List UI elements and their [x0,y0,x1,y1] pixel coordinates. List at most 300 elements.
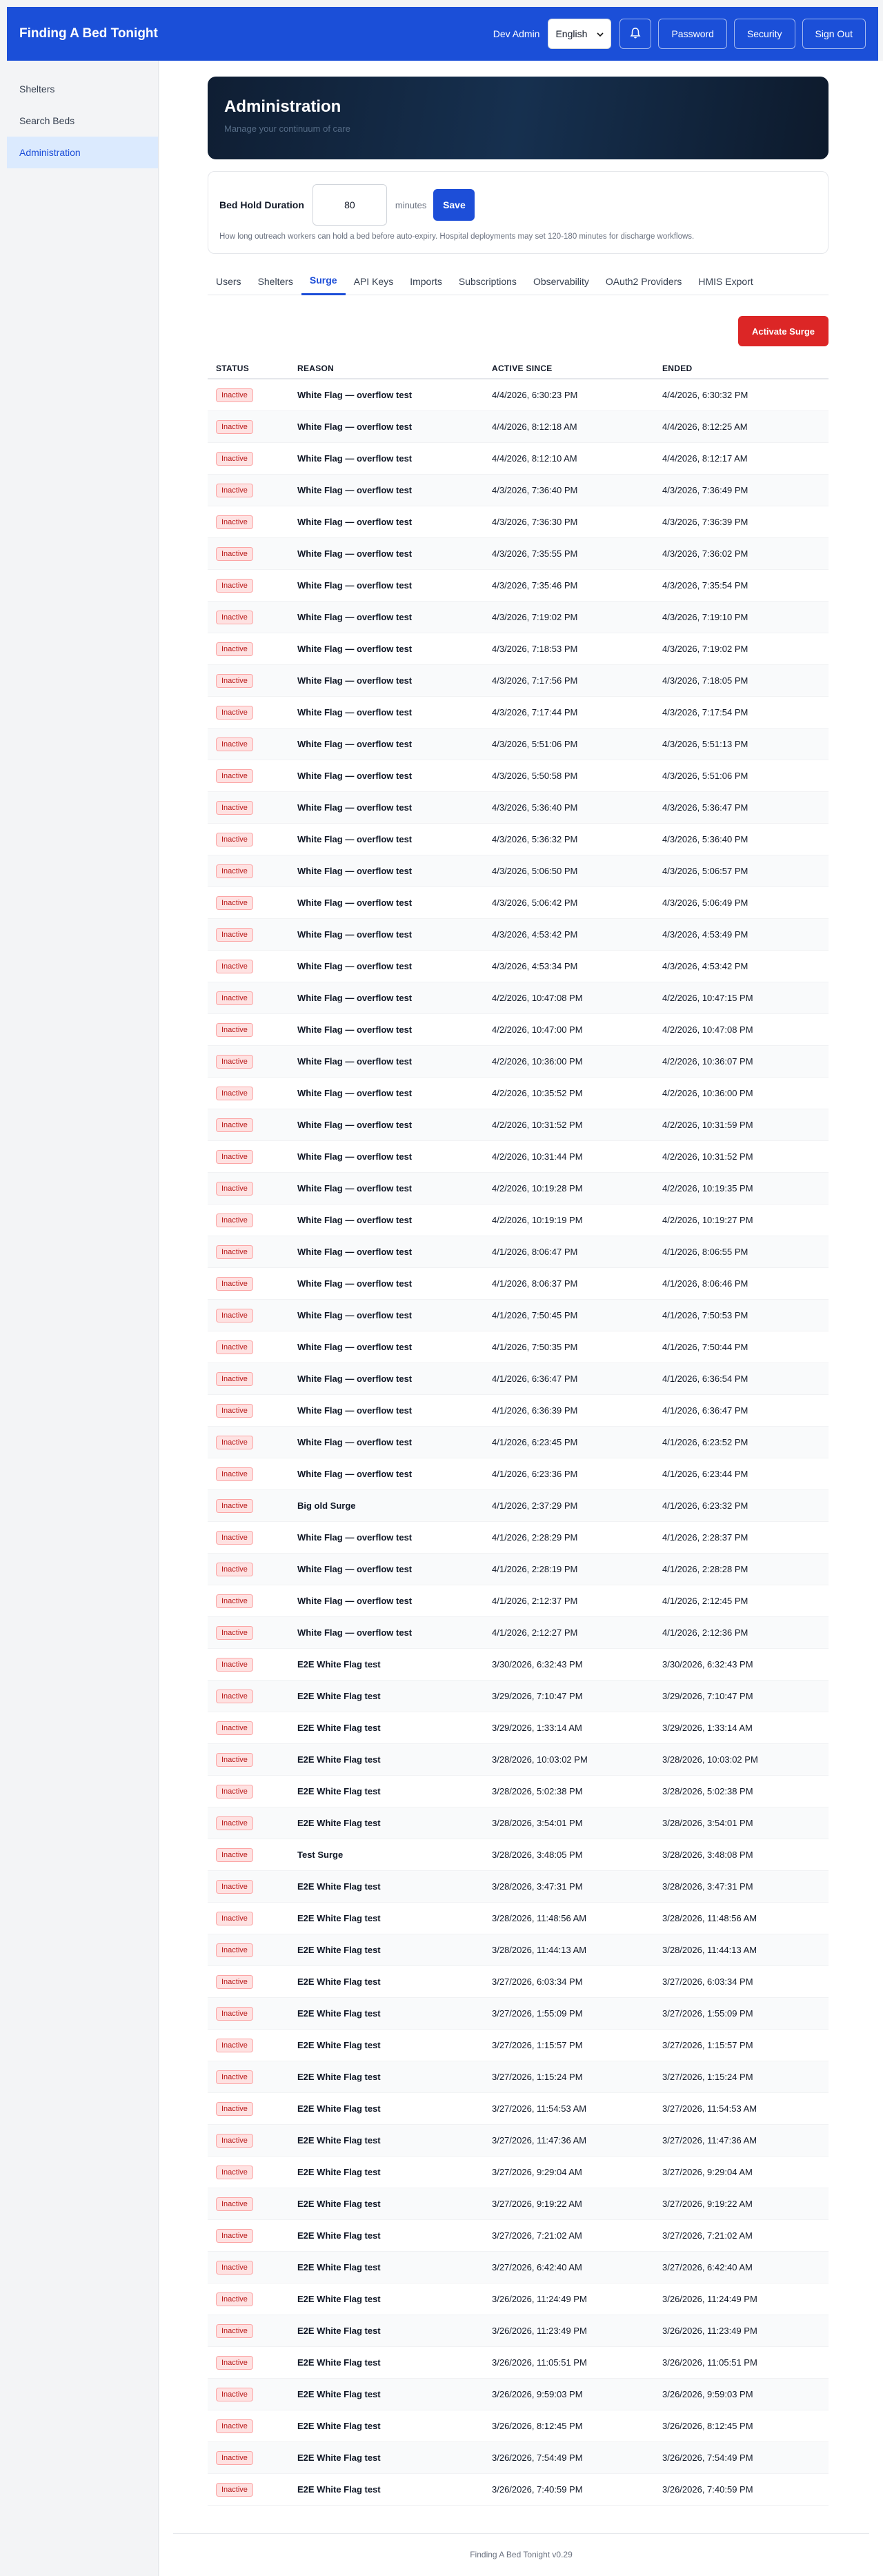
ended-cell: 4/1/2026, 7:50:53 PM [662,1310,748,1320]
table-row [208,855,829,887]
ended-cell: 4/3/2026, 7:36:49 PM [662,485,748,495]
status-cell [208,642,297,656]
status-badge: Inactive [216,737,253,751]
active-since-cell: 3/29/2026, 1:33:14 AM [492,1723,582,1733]
status-badge: Inactive [216,1563,253,1576]
reason-cell: E2E White Flag test [297,1881,381,1892]
activate-surge-button[interactable]: Activate Surge [738,316,829,346]
ended-cell: 3/27/2026, 1:15:57 PM [662,2040,753,2050]
active-since-cell: 4/1/2026, 6:36:39 PM [492,1405,578,1416]
status-cell [208,896,297,910]
save-button[interactable]: Save [433,189,475,221]
ended-cell: 4/3/2026, 5:06:49 PM [662,898,748,908]
active-since-cell: 4/3/2026, 5:06:50 PM [492,866,578,876]
reason-cell: White Flag — overflow test [297,898,413,908]
page-subtitle: Manage your continuum of care [224,123,350,134]
status-badge: Inactive [216,1848,253,1862]
ended-cell: 4/3/2026, 5:06:57 PM [662,866,748,876]
status-cell [208,2419,297,2433]
status-cell [208,1055,297,1069]
tab-observability[interactable]: Observability [533,275,589,287]
reason-cell: White Flag — overflow test [297,612,413,622]
status-badge: Inactive [216,1753,253,1767]
ended-cell: 4/3/2026, 7:18:05 PM [662,675,748,686]
active-since-cell: 3/28/2026, 11:44:13 AM [492,1945,587,1955]
table-row [208,1617,829,1649]
status-cell [208,960,297,973]
status-cell [208,1721,297,1735]
security-button[interactable]: Security [734,19,795,49]
ended-cell: 4/1/2026, 8:06:46 PM [662,1278,748,1289]
reason-cell: White Flag — overflow test [297,929,413,940]
bed-hold-unit: minutes [395,199,427,210]
status-badge: Inactive [216,515,253,529]
status-badge: Inactive [216,1372,253,1386]
table-row [208,1998,829,2030]
status-cell [208,2324,297,2338]
ended-cell: 3/28/2026, 11:48:56 AM [662,1913,757,1923]
status-badge: Inactive [216,388,253,402]
table-row [208,1014,829,1046]
reason-cell: White Flag — overflow test [297,1437,413,1447]
active-since-cell: 4/4/2026, 8:12:18 AM [492,422,577,432]
status-cell [208,1943,297,1957]
reason-cell: White Flag — overflow test [297,485,413,495]
active-since-cell: 4/2/2026, 10:31:44 PM [492,1151,583,1162]
table-row [208,1585,829,1617]
ended-cell: 4/1/2026, 6:23:52 PM [662,1437,748,1447]
notifications-button[interactable] [619,19,651,49]
ended-cell: 4/2/2026, 10:47:15 PM [662,993,753,1003]
status-cell [208,2388,297,2401]
status-cell [208,1245,297,1259]
ended-cell: 3/29/2026, 7:10:47 PM [662,1691,753,1701]
tab-oauth2-providers[interactable]: OAuth2 Providers [605,275,682,287]
table-row [208,1236,829,1268]
table-row [208,1109,829,1141]
status-badge: Inactive [216,1277,253,1291]
active-since-cell: 4/2/2026, 10:31:52 PM [492,1120,583,1130]
tab-imports[interactable]: Imports [410,275,442,287]
table-row [208,729,829,760]
table-row [208,1458,829,1490]
reason-cell: White Flag — overflow test [297,1596,413,1606]
ended-cell: 3/28/2026, 3:47:31 PM [662,1881,753,1892]
status-badge: Inactive [216,1721,253,1735]
sidebar-item-shelters[interactable]: Shelters [19,83,55,95]
status-badge: Inactive [216,2166,253,2179]
status-cell [208,1848,297,1862]
active-since-cell: 3/28/2026, 3:54:01 PM [492,1818,583,1828]
password-button[interactable]: Password [658,19,726,49]
ended-cell: 4/2/2026, 10:19:27 PM [662,1215,753,1225]
active-since-cell: 4/3/2026, 7:36:30 PM [492,517,578,527]
table-row [208,1522,829,1554]
active-since-cell: 3/27/2026, 11:47:36 AM [492,2135,587,2146]
active-since-cell: 4/1/2026, 6:23:36 PM [492,1469,578,1479]
status-cell [208,1150,297,1164]
table-row [208,1839,829,1871]
active-since-cell: 4/1/2026, 6:23:45 PM [492,1437,578,1447]
status-cell [208,1340,297,1354]
status-cell [208,1087,297,1100]
language-value: English [555,28,588,39]
reason-cell: E2E White Flag test [297,2040,381,2050]
status-cell [208,2007,297,2021]
status-cell [208,1499,297,1513]
active-since-cell: 3/27/2026, 1:15:24 PM [492,2072,583,2082]
status-badge: Inactive [216,2483,253,2497]
active-since-cell: 4/2/2026, 10:36:00 PM [492,1056,583,1067]
table-row [208,1871,829,1903]
ended-cell: 4/1/2026, 2:12:45 PM [662,1596,748,1606]
reason-cell: E2E White Flag test [297,2008,381,2019]
reason-cell: Test Surge [297,1850,344,1860]
reason-cell: E2E White Flag test [297,2072,381,2082]
ended-cell: 4/1/2026, 6:36:47 PM [662,1405,748,1416]
status-badge: Inactive [216,2039,253,2052]
status-cell [208,1182,297,1196]
reason-cell: White Flag — overflow test [297,580,413,591]
reason-cell: E2E White Flag test [297,2294,381,2304]
language-select[interactable] [548,19,611,49]
active-since-cell: 4/3/2026, 4:53:34 PM [492,961,578,971]
page-hero [208,77,829,159]
table-row [208,1268,829,1300]
ended-cell: 4/3/2026, 7:35:54 PM [662,580,748,591]
status-cell [208,1912,297,1925]
table-row [208,792,829,824]
status-cell [208,2134,297,2148]
ended-cell: 3/30/2026, 6:32:43 PM [662,1659,753,1670]
reason-cell: E2E White Flag test [297,2484,381,2495]
reason-cell: White Flag — overflow test [297,1151,413,1162]
reason-cell: White Flag — overflow test [297,422,413,432]
active-since-cell: 4/3/2026, 5:51:06 PM [492,739,578,749]
reason-cell: White Flag — overflow test [297,707,413,717]
status-cell [208,737,297,751]
status-cell [208,801,297,815]
active-since-cell: 3/27/2026, 9:19:22 AM [492,2199,582,2209]
active-since-cell: 4/1/2026, 2:28:29 PM [492,1532,578,1543]
bell-icon [630,27,641,41]
table-row [208,1300,829,1331]
status-cell [208,2292,297,2306]
ended-cell: 4/2/2026, 10:47:08 PM [662,1024,753,1035]
ended-cell: 3/27/2026, 6:03:34 PM [662,1976,753,1987]
table-row [208,2125,829,2157]
active-since-cell: 3/28/2026, 3:47:31 PM [492,1881,583,1892]
footer: Finding A Bed Tonight v0.29 [173,2533,869,2575]
table-row [208,1395,829,1427]
status-cell [208,484,297,497]
status-cell [208,579,297,593]
table-row [208,2283,829,2315]
status-cell [208,1436,297,1449]
tab-users[interactable]: Users [216,275,241,287]
ended-cell: 3/26/2026, 8:12:45 PM [662,2421,753,2431]
table-row [208,1649,829,1681]
status-badge: Inactive [216,1690,253,1703]
table-row [208,760,829,792]
reason-cell: White Flag — overflow test [297,1405,413,1416]
status-cell [208,547,297,561]
bed-hold-card [208,171,829,254]
table-header [208,359,829,379]
status-cell [208,1880,297,1894]
table-row [208,919,829,951]
status-cell [208,1531,297,1545]
ended-cell: 4/3/2026, 5:36:40 PM [662,834,748,844]
reason-cell: E2E White Flag test [297,2103,381,2114]
ended-cell: 4/1/2026, 7:50:44 PM [662,1342,748,1352]
reason-cell: White Flag — overflow test [297,390,413,400]
active-since-cell: 3/28/2026, 10:03:02 PM [492,1754,588,1765]
reason-cell: White Flag — overflow test [297,1183,413,1193]
reason-cell: E2E White Flag test [297,2389,381,2399]
ended-cell: 3/27/2026, 1:15:24 PM [662,2072,753,2082]
status-cell [208,2070,297,2084]
ended-cell: 4/3/2026, 5:36:47 PM [662,802,748,813]
reason-cell: White Flag — overflow test [297,644,413,654]
table-row [208,2188,829,2220]
status-badge: Inactive [216,674,253,688]
active-since-cell: 3/28/2026, 11:48:56 AM [492,1913,587,1923]
ended-cell: 3/26/2026, 11:23:49 PM [662,2326,757,2336]
reason-cell: White Flag — overflow test [297,1120,413,1130]
ended-cell: 3/28/2026, 10:03:02 PM [662,1754,758,1765]
active-since-cell: 3/27/2026, 7:21:02 AM [492,2230,582,2241]
status-cell [208,2166,297,2179]
brand-title[interactable]: Finding A Bed Tonight [19,26,158,41]
active-since-cell: 3/28/2026, 5:02:38 PM [492,1786,583,1796]
tab-hmis-export[interactable]: HMIS Export [698,275,753,287]
sign-out-button[interactable]: Sign Out [802,19,866,49]
table-row [208,506,829,538]
table-row [208,1078,829,1109]
ended-cell: 4/1/2026, 2:12:36 PM [662,1627,748,1638]
table-row [208,2030,829,2061]
ended-cell: 3/28/2026, 11:44:13 AM [662,1945,757,1955]
status-cell [208,1690,297,1703]
reason-cell: White Flag — overflow test [297,1627,413,1638]
reason-cell: E2E White Flag test [297,2262,381,2272]
status-badge: Inactive [216,1816,253,1830]
status-badge: Inactive [216,1118,253,1132]
chevron-down-icon [597,28,604,39]
status-cell [208,1658,297,1672]
reason-cell: White Flag — overflow test [297,834,413,844]
active-since-cell: 3/27/2026, 1:55:09 PM [492,2008,583,2019]
tab-subscriptions[interactable]: Subscriptions [458,275,517,287]
header-reason: REASON [297,364,335,373]
active-since-cell: 4/3/2026, 7:18:53 PM [492,644,578,654]
status-badge: Inactive [216,706,253,720]
reason-cell: White Flag — overflow test [297,1215,413,1225]
status-badge: Inactive [216,420,253,434]
active-since-cell: 3/26/2026, 9:59:03 PM [492,2389,583,2399]
ended-cell: 4/3/2026, 7:19:10 PM [662,612,748,622]
table-row [208,1966,829,1998]
ended-cell: 4/3/2026, 4:53:42 PM [662,961,748,971]
active-since-cell: 3/26/2026, 11:23:49 PM [492,2326,587,2336]
status-badge: Inactive [216,801,253,815]
table-row [208,2442,829,2474]
active-since-cell: 4/2/2026, 10:47:08 PM [492,993,583,1003]
active-since-cell: 4/1/2026, 8:06:37 PM [492,1278,578,1289]
active-since-cell: 4/3/2026, 5:36:40 PM [492,802,578,813]
status-badge: Inactive [216,2356,253,2370]
reason-cell: White Flag — overflow test [297,1310,413,1320]
active-since-cell: 3/30/2026, 6:32:43 PM [492,1659,583,1670]
active-since-cell: 4/1/2026, 8:06:47 PM [492,1247,578,1257]
table-row [208,665,829,697]
tab-surge[interactable]: Surge [301,268,346,295]
ended-cell: 4/3/2026, 7:17:54 PM [662,707,748,717]
status-badge: Inactive [216,864,253,878]
user-name: Dev Admin [493,28,540,39]
table-row [208,538,829,570]
sidebar-item-search-beds[interactable]: Search Beds [19,115,75,126]
status-cell [208,1023,297,1037]
ended-cell: 4/2/2026, 10:19:35 PM [662,1183,753,1193]
reason-cell: White Flag — overflow test [297,675,413,686]
status-badge: Inactive [216,2070,253,2084]
status-badge: Inactive [216,547,253,561]
status-cell [208,864,297,878]
reason-cell: E2E White Flag test [297,1913,381,1923]
active-since-cell: 3/27/2026, 9:29:04 AM [492,2167,582,2177]
ended-cell: 4/4/2026, 8:12:25 AM [662,422,748,432]
reason-cell: White Flag — overflow test [297,1532,413,1543]
table-row [208,2061,829,2093]
active-since-cell: 3/28/2026, 3:48:05 PM [492,1850,583,1860]
reason-cell: E2E White Flag test [297,2230,381,2241]
ended-cell: 4/3/2026, 5:51:13 PM [662,739,748,749]
status-cell [208,1372,297,1386]
table-row [208,2093,829,2125]
reason-cell: White Flag — overflow test [297,1278,413,1289]
reason-cell: White Flag — overflow test [297,961,413,971]
status-cell [208,2229,297,2243]
active-since-cell: 4/3/2026, 5:06:42 PM [492,898,578,908]
status-cell [208,1404,297,1418]
table-row [208,379,829,411]
table-row [208,1934,829,1966]
status-cell [208,2483,297,2497]
active-since-cell: 4/2/2026, 10:47:00 PM [492,1024,583,1035]
status-badge: Inactive [216,2197,253,2211]
ended-cell: 4/1/2026, 6:23:44 PM [662,1469,748,1479]
active-since-cell: 4/1/2026, 2:12:37 PM [492,1596,578,1606]
status-cell [208,706,297,720]
active-since-cell: 3/29/2026, 7:10:47 PM [492,1691,583,1701]
active-since-cell: 4/4/2026, 6:30:23 PM [492,390,578,400]
status-badge: Inactive [216,2292,253,2306]
table-row [208,1427,829,1458]
header-ended: ENDED [662,364,693,373]
table-row [208,1046,829,1078]
status-cell [208,1213,297,1227]
table-row [208,887,829,919]
ended-cell: 4/1/2026, 6:36:54 PM [662,1374,748,1384]
reason-cell: White Flag — overflow test [297,517,413,527]
status-badge: Inactive [216,1087,253,1100]
active-since-cell: 3/27/2026, 1:15:57 PM [492,2040,583,2050]
status-cell [208,452,297,466]
status-badge: Inactive [216,484,253,497]
status-badge: Inactive [216,452,253,466]
reason-cell: White Flag — overflow test [297,1342,413,1352]
reason-cell: White Flag — overflow test [297,993,413,1003]
ended-cell: 4/2/2026, 10:36:07 PM [662,1056,753,1067]
status-badge: Inactive [216,833,253,846]
tab-shelters[interactable]: Shelters [257,275,293,287]
table-row [208,1744,829,1776]
status-badge: Inactive [216,1404,253,1418]
tab-api-keys[interactable]: API Keys [353,275,394,287]
table-row [208,697,829,729]
active-since-cell: 4/1/2026, 6:36:47 PM [492,1374,578,1384]
table-row [208,2220,829,2252]
status-badge: Inactive [216,1912,253,1925]
status-badge: Inactive [216,1499,253,1513]
status-badge: Inactive [216,991,253,1005]
active-since-cell: 3/27/2026, 6:42:40 AM [492,2262,582,2272]
ended-cell: 3/27/2026, 6:42:40 AM [662,2262,753,2272]
table-row [208,570,829,602]
ended-cell: 4/1/2026, 6:23:32 PM [662,1500,748,1511]
active-since-cell: 4/3/2026, 7:19:02 PM [492,612,578,622]
ended-cell: 3/28/2026, 3:48:08 PM [662,1850,753,1860]
active-since-cell: 3/26/2026, 8:12:45 PM [492,2421,583,2431]
ended-cell: 3/27/2026, 7:21:02 AM [662,2230,753,2241]
ended-cell: 4/3/2026, 5:51:06 PM [662,771,748,781]
table-row [208,602,829,633]
bed-hold-label: Bed Hold Duration [219,199,304,210]
table-row [208,1173,829,1205]
table-row [208,982,829,1014]
active-since-cell: 4/3/2026, 7:36:40 PM [492,485,578,495]
status-cell [208,1816,297,1830]
reason-cell: White Flag — overflow test [297,739,413,749]
status-badge: Inactive [216,1880,253,1894]
table-row [208,1807,829,1839]
active-since-cell: 3/27/2026, 11:54:53 AM [492,2103,587,2114]
header-active-since: ACTIVE SINCE [492,364,553,373]
active-since-cell: 3/26/2026, 7:40:59 PM [492,2484,583,2495]
status-badge: Inactive [216,1626,253,1640]
table-row [208,1141,829,1173]
table-row [208,2157,829,2188]
status-badge: Inactive [216,1467,253,1481]
active-since-cell: 4/1/2026, 7:50:45 PM [492,1310,578,1320]
active-since-cell: 3/26/2026, 7:54:49 PM [492,2453,583,2463]
status-badge: Inactive [216,1785,253,1799]
status-badge: Inactive [216,2229,253,2243]
status-cell [208,515,297,529]
top-bar [7,7,878,61]
status-badge: Inactive [216,1594,253,1608]
status-badge: Inactive [216,1245,253,1259]
sidebar-item-administration[interactable]: Administration [7,137,158,168]
table-row [208,2252,829,2283]
reason-cell: White Flag — overflow test [297,1247,413,1257]
status-badge: Inactive [216,2388,253,2401]
ended-cell: 4/3/2026, 7:36:02 PM [662,548,748,559]
admin-tabs [208,268,829,295]
bed-hold-input[interactable]: 80 [312,184,387,226]
